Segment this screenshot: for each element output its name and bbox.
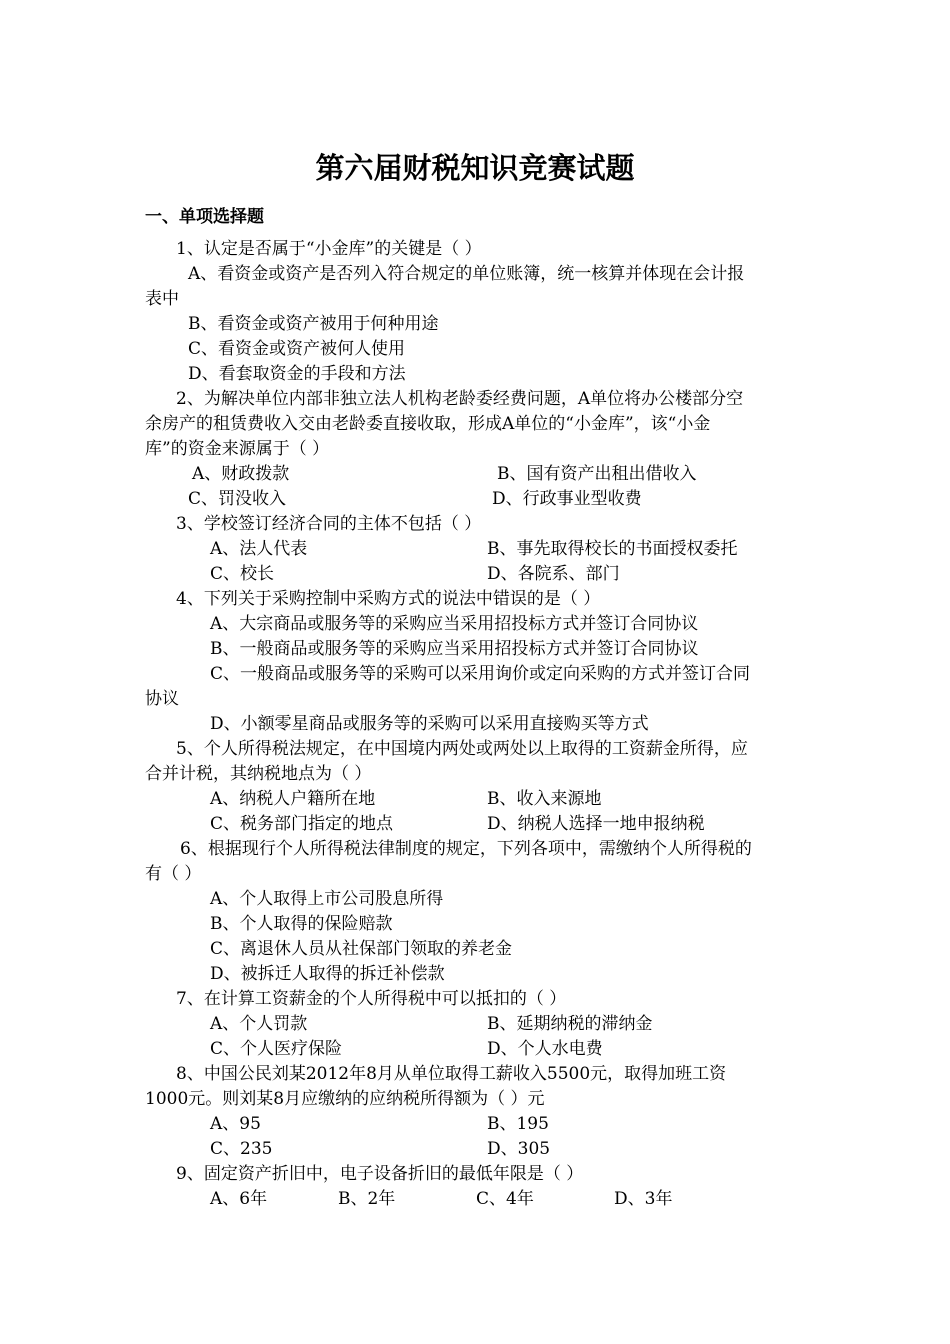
- q1-option-b: B、看资金或资产被用于何种用途: [188, 314, 439, 334]
- q4-stem: 4、下列关于采购控制中采购方式的说法中错误的是（ ）: [176, 589, 601, 609]
- q2-option-a: A、财政拨款: [192, 464, 290, 484]
- q6-stem: 6、根据现行个人所得税法律制度的规定，下列各项中，需缴纳个人所得税的: [180, 839, 752, 859]
- q7-option-d: D、个人水电费: [487, 1039, 603, 1059]
- q1-option-c: C、看资金或资产被何人使用: [188, 339, 406, 359]
- q4-option-d: D、小额零星商品或服务等的采购可以采用直接购买等方式: [210, 714, 649, 734]
- q5-stem-cont: 合并计税，其纳税地点为（ ）: [145, 764, 372, 784]
- q9-option-a: A、6年: [210, 1189, 268, 1209]
- page-title: 第六届财税知识竞赛试题: [315, 151, 635, 185]
- q3-option-d: D、各院系、部门: [487, 564, 620, 584]
- q8-option-c: C、235: [210, 1139, 273, 1159]
- q8-option-b: B、195: [487, 1114, 549, 1134]
- q8-option-a: A、95: [210, 1114, 261, 1134]
- q3-option-c: C、校长: [210, 564, 275, 584]
- q9-option-b: B、2年: [338, 1189, 396, 1209]
- q8-option-d: D、305: [487, 1139, 551, 1159]
- q9-option-c: C、4年: [476, 1189, 534, 1209]
- q5-option-a: A、纳税人户籍所在地: [210, 789, 376, 809]
- q9-option-d: D、3年: [614, 1189, 673, 1209]
- q3-option-a: A、法人代表: [210, 539, 308, 559]
- q7-option-a: A、个人罚款: [210, 1014, 308, 1034]
- q2-stem-cont2: 库”的资金来源属于（ ）: [145, 439, 330, 459]
- q8-stem-cont: 1000元。则刘某8月应缴纳的应纳税所得额为（ ）元: [145, 1089, 545, 1109]
- q5-stem: 5、个人所得税法规定，在中国境内两处或两处以上取得的工资薪金所得，应: [176, 739, 748, 759]
- q4-option-c: C、一般商品或服务等的采购可以采用询价或定向采购的方式并签订合同: [210, 664, 751, 684]
- q6-option-c: C、离退休人员从社保部门领取的养老金: [210, 939, 513, 959]
- q2-option-c: C、罚没收入: [188, 489, 287, 509]
- q5-option-d: D、纳税人选择一地申报纳税: [487, 814, 705, 834]
- q4-option-c-cont: 协议: [145, 689, 179, 709]
- q4-option-a: A、大宗商品或服务等的采购应当采用招投标方式并签订合同协议: [210, 614, 699, 634]
- q3-option-b: B、事先取得校长的书面授权委托: [487, 539, 738, 559]
- section-heading: 一、单项选择题: [145, 207, 264, 227]
- q6-option-d: D、被拆迁人取得的拆迁补偿款: [210, 964, 445, 984]
- q1-option-a: A、看资金或资产是否列入符合规定的单位账簿，统一核算并体现在会计报: [188, 264, 745, 284]
- q1-stem: 1、认定是否属于“小金库”的关键是（ ）: [176, 239, 482, 259]
- q1-option-a-cont: 表中: [145, 289, 179, 309]
- q3-stem: 3、学校签订经济合同的主体不包括（ ）: [176, 514, 482, 534]
- q6-option-a: A、个人取得上市公司股息所得: [210, 889, 444, 909]
- q1-option-d: D、看套取资金的手段和方法: [188, 364, 406, 384]
- q2-stem-cont: 余房产的租赁费收入交由老龄委直接收取，形成A单位的“小金库”，该“小金: [145, 414, 711, 434]
- q2-option-b: B、国有资产出租出借收入: [497, 464, 697, 484]
- q8-stem: 8、中国公民刘某2012年8月从单位取得工薪收入5500元，取得加班工资: [176, 1064, 727, 1084]
- q6-option-b: B、个人取得的保险赔款: [210, 914, 393, 934]
- q5-option-c: C、税务部门指定的地点: [210, 814, 394, 834]
- q7-option-c: C、个人医疗保险: [210, 1039, 343, 1059]
- q2-stem: 2、为解决单位内部非独立法人机构老龄委经费问题，A单位将办公楼部分空: [176, 389, 744, 409]
- q7-stem: 7、在计算工资薪金的个人所得税中可以抵扣的（ ）: [176, 989, 567, 1009]
- q7-option-b: B、延期纳税的滞纳金: [487, 1014, 653, 1034]
- q5-option-b: B、收入来源地: [487, 789, 602, 809]
- q9-stem: 9、固定资产折旧中，电子设备折旧的最低年限是（ ）: [176, 1164, 584, 1184]
- q4-option-b: B、一般商品或服务等的采购应当采用招投标方式并签订合同协议: [210, 639, 699, 659]
- q2-option-d: D、行政事业型收费: [492, 489, 642, 509]
- q6-stem-cont: 有（ ）: [145, 864, 202, 884]
